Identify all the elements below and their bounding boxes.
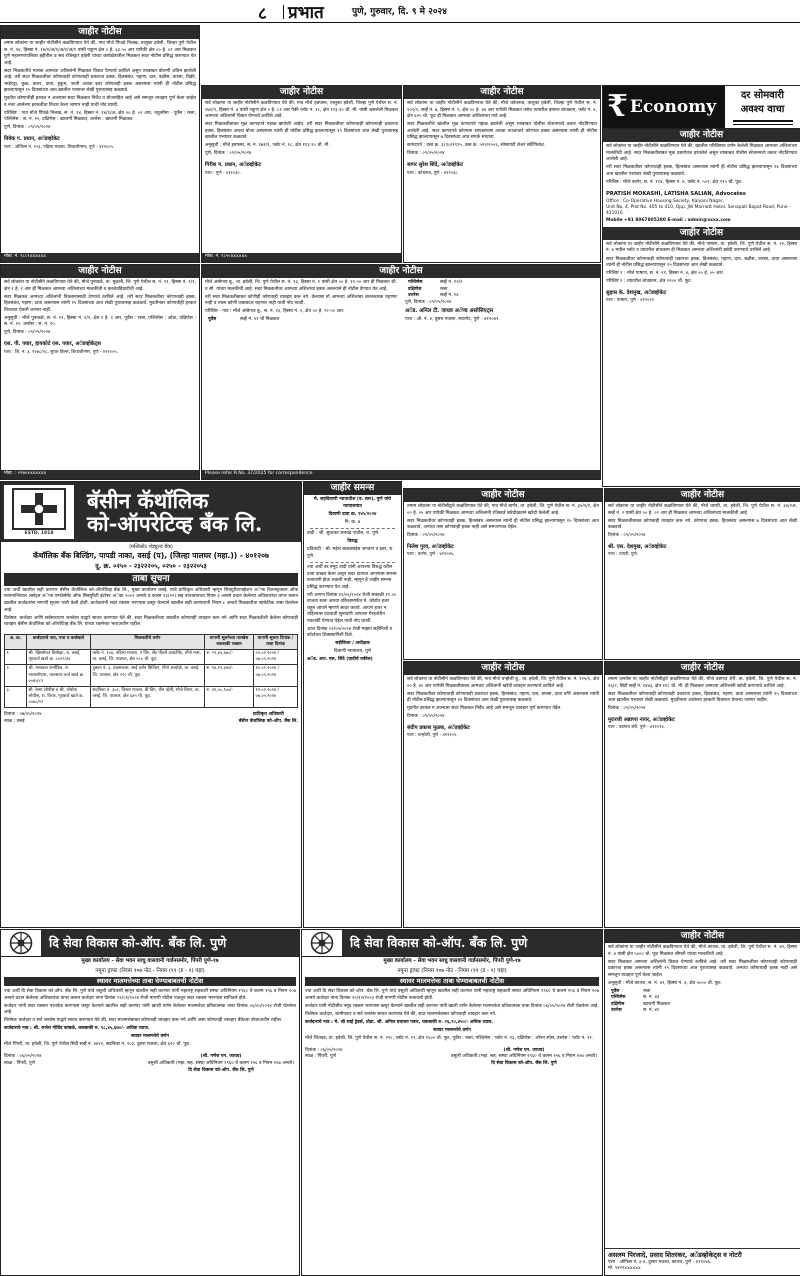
notice-paragraph: ज्या अर्थी खालील सही करणार बॅसीन कॅथॉलिक को-ऑपरेटिव्ह बँक लि., मुख्य कार्यालय वसई, यांचे प्राधिकृत अधिकारी म्हणून सिक्युरिटायझेशन अॅण्ड रिकन्स्ट्रक्शन ऑफ फायनान्शियल असेट्स अॅण्ड एन्फोर्समेंट ऑफ सिक्युरिटी इंटरेस्ट अॅक्ट २००२ अन्वये व कलम १३(१२) सह वाचावयाच्या नियम ३ अन्वये प्रदान केलेल्या अधिकारांचा वापर करून खालील कर्जदारांना मागणी सूचना जारी केली होती. कर्जदारांनी सदर रक्कम भरण्यास कसूर केल्याने खालील सही करणारांनी नियम ८ अन्वये मिळकतीचा सांकेतिक ताबा घेतलेला आहे. <box>4 587 298 613</box>
table-cell: दुकान नं. ३, तळमजला, साई दर्शन बिल्डिंग, मौजे आचोळे, ता. वसई, जि. पालघर, क्षेत्र २२० चौ. फूट. <box>91 665 205 686</box>
notice-title: जाहीर नोटीस <box>404 86 600 99</box>
notice-body <box>603 142 800 190</box>
notice-body <box>202 99 401 161</box>
officer-title: वसुली अधिकारी (महा. सह. संस्था अधिनियम १९६० चे कलम १५६ व नियम १०७ अन्वये) <box>450 1054 598 1060</box>
signature-block <box>302 1046 602 1070</box>
law-firm-address: Unit No. 4, Plot No. 405 to 410, Opp. JW Marriott Hotel, Senapati Bapat Road, Pune - 411016 <box>606 205 791 217</box>
schedule-side: दक्षिणेस <box>408 286 422 292</box>
seva-bank-notice-1 <box>0 929 300 1276</box>
court-header-line: मे. सहदिवाणी न्यायाधीश (व. स्तर), पुणे यांचे न्यायालयात <box>314 497 391 509</box>
notice-body <box>1 278 199 340</box>
economy-tag-2: अवश्य वाचा <box>740 104 785 115</box>
divider <box>310 528 395 529</box>
notice-body <box>603 240 800 289</box>
notice-paragraph: परिशिष्ट - गाव : मौजे आंबेगाव बु., स. नं. १३, हिस्सा नं. १, क्षेत्र ०० हे. १२.५० आर. <box>205 309 345 315</box>
advocate-mobile: मोबा. : ०९७०xxxxxxx <box>1 470 199 479</box>
table-cell: रु. १४,१२,३४०/- <box>205 665 254 686</box>
bank-name-line-2: को-ऑपरेटिव्ह बँक लि. <box>87 511 263 536</box>
bank-registration: (मल्टिस्टेट शेड्युल्ड बँक) <box>129 544 173 550</box>
signatory-title: प्राधिकृत अधिकारी <box>252 711 284 717</box>
notice-paragraph: तमाम जनतेस या जाहीर नोटीसीद्वारे कळविण्यात येते की, मौजे वडगाव शेरी, ता. हवेली, जि. पुणे येथील स. नं. २६/२, सिटी सर्व्हे नं. १४४३, क्षेत्र ११८ चौ. मी. ही मिळकत आमच्या अशिलांनी खरेदी करण्याचे ठरविले आहे. <box>608 677 797 689</box>
plaintiff: वादी : श्री. सुधाकर रामचंद्र पाटील, रा. पुणे. <box>307 531 380 537</box>
notice-title: जाहीर नोटीस <box>605 930 800 943</box>
advocate-address: पत्ता : धायरी, पुणे. <box>608 552 639 558</box>
seva-bank-office: मुख्य कार्यालय - सेवा भवन साधु वासवानी गार्डनसमोर, पिंपरी पुणे-१७ <box>383 958 521 964</box>
court-summons <box>303 481 402 928</box>
notice-place: स्थळ : पिंपरी, पुणे <box>305 1054 336 1060</box>
notice-place: स्थळ : पिंपरी, पुणे <box>4 1060 35 1066</box>
advocate-mobile: मो. ९४२२xxxxxx <box>608 1266 641 1272</box>
schedule-boundary: सर्व्हे नं. १४ <box>440 293 459 299</box>
notice-paragraph: अनुसूची : मौजे हडपसर, स. नं. १७१/१, प्लॉट नं. १८, क्षेत्र ११३.१० चौ. मी. <box>205 143 330 149</box>
notice-paragraph: सर्व लोकांना या जाहीर नोटीसीने कळविण्यात येते की, मौजे पाषाण, ता. हवेली, जि. पुणे येथील स. नं. २१, हिस्सा नं. ४ मधील प्लॉट व त्यावरील बांधकाम ही मिळकत आमच्या अशिलांनी खरेदी करण्याचे ठरविले आहे. <box>606 241 797 254</box>
notice-9 <box>604 661 800 928</box>
summons-paragraph: तरी आपण दिनांक १२/०६/२०२४ रोजी सकाळी ११.०० वाजता स्वतः अथवा वकिलामार्फत मे. कोर्टात हजर राहून आपले म्हणणे सादर करावे. आपण हजर न राहिल्यास दाव्याची सुनावणी आपल्या गैरहजेरीत एकतर्फी घेण्यात येईल याची नोंद घ्यावी. <box>307 592 397 624</box>
advocate-name: गिरीश म. प्रधान, अॅडव्होकेट <box>205 162 262 169</box>
summons-paragraph: ज्या अर्थी वर नमूद वादी यांनी आपल्या विरुद्ध वरील दावा दाखल केला असून सदर दाव्यात आपणास समन्स बजावणी होऊ शकली नाही, म्हणून हे जाहीर समन्स प्रसिद्ध करण्यात येत आहे. <box>307 565 397 590</box>
notice-paragraph: कर्जदाराचे नाव : मे. श्री साई ट्रेडर्स, प्रोप्रा. श्री. अनिल दत्तात्रय पवार, थकबाकी रु. २६,९०,४५०/- अधिक व्याज. <box>305 1019 494 1025</box>
notice-paragraph: सर्व लोकांना या जाहीर नोटीसीने कळविण्यात येते की, गाव मौजे हडपसर, तालुका हवेली, जिल्हा पुणे येथील स. नं. १७१/१, हिस्सा नं. ४ यांसी एकुण क्षेत्र ० हे. ८१ आर पैकी प्लॉट नं. १८, क्षेत्र ११३.१० चौ. मी. यांसी असलेली मिळकत आमच्या अशिलांनी विकत घेण्याचे ठरविले आहे. <box>205 101 398 120</box>
notice-paragraph: तमाम लोकांना या जाहीर नोटीसीने कळविण्यात येते की, गाव मौजे पिंपळे निलख, तालुका हवेली, जिल्हा पुणे येथील स. नं. १४, हिस्सा नं. १४/१/अ/१/अ/१/अ/१ यांसी एकुण क्षेत्र ० हे. ६३.५० आर यापैकी क्षेत्र ०० हे. ०२ आर मिळकत पुणे महानगरपालिका हद्दीतील व सब रजिस्ट्रार हवेली यांच्या कार्यक्षेत्रातील मिळकत सदर नोटीस प्रसिद्ध करण्यात येत आहे. <box>4 41 196 66</box>
advocate-address: पत्ता : बाणेर, पुणे - ४११०४५. <box>407 552 455 558</box>
notice-date: दिनांक : ०७/०५/२०२४ <box>4 711 42 717</box>
page-number: ८ <box>258 4 267 24</box>
notice-paragraph: सर्व लोकांना या नोटीसीने कळविण्यात येते की, मौजे पुनावळे, ता. मुळशी, जि. पुणे येथील स. नं. ११, हिस्सा नं. १/१, क्षेत्र १ हे. १ आर ही मिळकत आमच्या अशिलांच्या मालकीची व कब्जेवहिवाटीची आहे. <box>4 280 196 292</box>
court-name: दिवाणी न्यायालय, पुणे <box>333 649 372 655</box>
advocate-name: संदीप प्रकाश मुळक, अॅडव्होकेट <box>407 725 470 732</box>
notice-paragraph: सर्व लोकांना या जाहीर नोटीसीने कळविण्यात येते की, मौजे कात्रज, ता. हवेली, जि. पुणे येथील स. नं. ४२, हिस्सा नं. ४ यांसी क्षेत्र ५००० चौ. फूट मिळकत श्रीमती यांच्या मालकीची आहे. <box>608 945 797 957</box>
schedule-boundary: सर्व्हे नं. १२/२ <box>440 280 463 285</box>
notice-paragraph: विशेषत: कर्जदार आणि सर्वसाधारण जनतेला याद्वारे सावध करण्यात येते की, सदर मिळकतीच्या बाबतीत कोणताही व्यवहार करू नये आणि सदर मिळकतीशी केलेला कोणताही व्यवहार बॅसीन कॅथॉलिक को-ऑपरेटिव्ह बँक लि. यांच्या रकमेच्या भाराअधीन राहील. <box>4 615 298 628</box>
seva-bank-banner <box>1 930 299 957</box>
bank-name <box>77 482 301 542</box>
notice-date: दिनांक : ०९/०५/२०२४ <box>407 714 445 720</box>
notice-date: पुणे, दिनांक : ०९/०५/२०२४ <box>4 330 51 336</box>
advocate-address: पत्ता : ऑफिस नं. ३-४, दुसरा मजला, कात्रज, पुणे - ४११०४६. <box>608 1259 712 1265</box>
advocate-name: अॅड. अनिल टी. जाधव अॅण्ड असोसिएट्स <box>405 307 493 314</box>
bank-cross-logo-icon <box>4 485 74 539</box>
notice-4 <box>0 264 200 480</box>
signatory <box>449 1048 599 1068</box>
table-cell: रु. ३१,०८,९००/- <box>205 686 254 707</box>
defendant: प्रतिवादी : श्री. महेश बाळासाहेब जगताप व इतर, रा. पुणे. <box>307 547 394 559</box>
notice-paragraph: कर्जदार यांनी नोटीसीत नमूद रक्कम भरण्यास कसूर केल्याने खालील सही करणार यांनी खाली वर्णन केलेल्या मालमत्तेचा प्रतिकात्मक ताबा दिनांक ०६/०५/२०२४ रोजी घेतलेला आहे. <box>305 1003 599 1009</box>
notice-paragraph: सदर मिळकतीचे मालक आमच्या अशिलांनी मिळकत विकत घेण्याचे ठरविले असून त्याबाबत बोलणी अंतिम झालेली आहे. तरी सदर मिळकतीवर कोणाचाही कोणत्याही प्रकारचा हक्क, हितसंबंध, गहाण, दान, बक्षीस, वारसा, विक्री, भाडेपट्टा, कुळ, करार, दावा, हुकूम, जप्ती अथवा इतर कोणताही हक्क असल्यास त्यांनी ही नोटीस प्रसिद्ध झाल्यापासून १५ दिवसांच्या आत खालील पत्त्यावर लेखी पुराव्यासह कळवावे. <box>4 68 196 94</box>
economy-tag-1: दर सोमवारी <box>740 89 785 101</box>
bank-banner <box>1 482 301 542</box>
seva-rule-reference: नमुना ड्राफ्ट (नियम १०७ नोट - नियम (११ (ड - १) पहा) <box>95 967 205 974</box>
notice-paragraph: सदर मिळकतीबाबत मूळ कागदपत्रे गहाळ झालेली आहेत. तरी सदर मिळकतीवर कोणाचाही कोणत्याही प्रकारचा हक्क, हितसंबंध अथवा बोजा असल्यास त्यांनी ही नोटीस प्रसिद्ध झाल्यापासून १५ दिवसांच्या आत लेखी पुराव्यासह खालील पत्त्यावर कळवावे. <box>205 122 398 141</box>
notice-10 <box>604 929 800 1276</box>
signature-block <box>1 710 301 727</box>
table-cell: रु. २२,४५,६७८/- <box>205 650 254 665</box>
notice-title: जाहीर नोटीस <box>605 662 800 675</box>
notice-paragraph: ज्या अर्थी दि सेवा विकास को-ऑप. बँक लि. पुणे यांचे वसुली अधिकारी म्हणून खालील सही करणार यांनी महाराष्ट्र सहकारी संस्था अधिनियम १९६० चे कलम १५६ व नियम १०७ अन्वये कर्जदार यांना दिनांक २०/१२/२०२३ रोजी मागणी नोटीस बजावली होती. <box>305 989 599 1001</box>
seva-bank-banner <box>302 930 602 957</box>
schedule-row <box>205 317 397 324</box>
notice-paragraph: सर्व लोकांना या जाहीर नोटीसीने कळविण्यात येते की, खालील परिशिष्टात वर्णन केलेली मिळकत आमच्या अशिलांच्या मालकीची आहे. सदर मिळकतीबाबत मूळ दस्तऐवज हरवलेले असून त्याबाबत पोलीस स्टेशनमध्ये तक्रार नोंदविण्यात आलेली आहे. <box>606 144 797 163</box>
schedule-boundary: खाजगी मिळकत <box>643 1001 671 1007</box>
seva-notice-title: स्थावर मालमत्तेचा ताबा घेण्याबाबतची नोटीस <box>305 977 599 986</box>
notice-paragraph: परिशिष्ट : गाव मौजे पिंपळे निलख, स. नं. १४, हिस्सा नं. १४/१/अ, क्षेत्र ०० हे. ०२ आर, चतुःसीमा - पूर्वेस : रस्ता, पश्चिमेस : स. नं. १५, दक्षिणेस : खाजगी मिळकत, उत्तरेस : खाजगी मिळकत. <box>4 110 196 123</box>
economy-column <box>602 85 800 487</box>
advocate-address: पत्ता : शि. न. ३, १२७८/२८, सुयश हिल्स, शिवाजीनगर, पुणे - ४११००५. <box>4 349 119 355</box>
notice-paragraph: सदर मिळकतीवर कोणाचाही हक्क, हितसंबंध असल्यास त्यांनी ही नोटीस प्रसिद्ध झाल्यापासून १५ दिवसांच्या आत कळवावे, अन्यथा तसा कोणताही हक्क नाही असे समजण्यात येईल. <box>407 518 599 531</box>
table-row <box>5 686 298 707</box>
notice-paragraph: सदर मिळकतीवर कोणाचाही कोणत्याही प्रकारचा हक्क, हितसंबंध, गहाण, दावा असल्यास त्यांनी १५ दिवसांच्या आत खालील पत्त्यावर लेखी कळवावे. मुदतीनंतर आलेल्या हरकती विचारात घेतल्या जाणार नाहीत. <box>608 691 797 704</box>
advocate-address: पत्ता : ऑ. नं. ४, दुसरा मजला, स्वारगेट, पुणे - ४११०४२. <box>405 316 500 322</box>
decorative-lines <box>733 120 793 125</box>
notice-body <box>1 39 199 135</box>
notice-body <box>605 675 800 716</box>
table-cell: २. <box>5 665 27 686</box>
table-row <box>5 650 298 665</box>
advocate-name: सुहास के. देशमुख, अॅडव्होकेट <box>606 290 667 297</box>
schedule-side: पश्चिमेस <box>611 995 626 1001</box>
advocate-name: श्री. एस. देशमुख, अॅडव्होकेट <box>608 544 667 551</box>
notice-date: दिनांक : ०६/०५/२०२४ <box>4 1054 42 1060</box>
economy-logo <box>603 86 725 128</box>
notice-paragraph: सर्व लोकांना या नोटीसीने कळविण्यात येते की, गाव मौजे चऱ्होली बु., ता. हवेली, जि. पुणे येथील स. नं. १२५/१, क्षेत्र ०० हे. ४० आर यापैकी मिळकतीबाबत आमच्या अशिलांनी खरेदी व्यवहार करण्याचे ठरविले आहे. <box>407 677 599 689</box>
schedule-side: उत्तरेस <box>611 1008 622 1014</box>
table-cell: फ्लॅट नं. १०४, पहिला मजला, ए विंग, सेंट पीटर्स अपार्टमेंट, मौजे गास, ता. वसई, जि. पालघर, क्षेत्र ५८० चौ. फूट. <box>91 650 205 665</box>
schedule-row <box>608 1008 797 1015</box>
possession-table <box>4 634 298 708</box>
economy-banner <box>603 86 800 129</box>
bank-address: कॅथॉलिक बँक बिल्डिंग, पापडी नाका, वसई (प), (जिल्हा पालघर (महा.)) - ४०१२०७ <box>33 551 269 561</box>
schedule-side: दक्षिणेस <box>611 1001 625 1007</box>
notice-paragraph: सर्व लोकांना या जाहीर नोटीसीने कळविण्यात येते की, मौजे धायरी, ता. हवेली, जि. पुणे येथील स. नं. ३४/२अ, सर्व्हे नं. २ यासी क्षेत्र ०० हे. ०२ आर ही मिळकत आमच्या अशिलांच्या मालकीची आहे. <box>608 504 797 516</box>
signature-block <box>1 1052 299 1076</box>
notice-body <box>605 943 800 1017</box>
advocate-address: पत्ता : पाषाण, पुणे - ४११०२१. <box>606 298 656 304</box>
table-cell: सौ. रेश्मा लोपीस व श्री. जोसेफ लोपीस, रा. विरार, गृहकर्ज खाते क्र. ००७८/१२ <box>27 686 91 707</box>
notice-date: पुणे, दिनांक : ०९/०५/२०२४ <box>205 151 252 157</box>
advocate-block <box>605 1248 800 1275</box>
notice-body <box>302 987 602 1046</box>
seva-bank-logo-icon <box>1 930 41 956</box>
notice-3 <box>403 85 601 263</box>
schedule-boundary: रस्ता <box>440 286 448 292</box>
officer-name: (श्री. गणेश एन. जाधव) <box>200 1054 242 1060</box>
versus: विरुद्ध <box>347 539 358 545</box>
notice-title: जाहीर नोटीस <box>603 227 800 240</box>
notice-body <box>404 99 600 161</box>
seva-notice-title: स्थावर मालमत्तेच्या ताबा घेण्याबाबतची नोटीस <box>4 977 296 986</box>
officer-bank: दि सेवा विकास को-ऑप. बँक लि. पुणे <box>188 1067 254 1073</box>
notice-paragraph: सदर मिळकतीवर कोणाचाही कोणत्याही प्रकारचा हक्क, हितसंबंध, गहाण, दान, वारसा, दावा वगैरे असल्यास त्यांनी ही नोटीस प्रसिद्ध झाल्यापासून १४ दिवसांच्या आत लेखी पुराव्यासह कळवावे. <box>407 691 599 704</box>
notice-body <box>605 502 800 543</box>
notice-6 <box>403 488 603 660</box>
table-cell: ०५.०२.२०२४ / ०७.०५.२०२४ <box>254 650 298 665</box>
notice-body <box>1 586 301 632</box>
table-cell: सदनिका नं. ३०२, तिसरा मजला, बी विंग, ग्रीन व्हॅली, मौजे विरार, ता. वसई, जि. पालघर, क्षेत्र ६४५ चौ. फूट. <box>91 686 205 707</box>
newspaper-brand: प्रभात <box>288 3 324 23</box>
notice-date: दिनांक : ०९/०५/२०२४ <box>407 533 445 539</box>
seva-bank-logo-icon <box>302 930 342 956</box>
advocate-name: एस. पी. पवार, हायकोर्ट एस. पवार, अॅडव्होकेट्स <box>4 341 101 348</box>
seva-rule-reference: नमुना ड्राफ्ट (नियम १०७ नोट - नियम (११ (ड - १) पहा) <box>397 967 507 974</box>
notice-title: जाहीर नोटीस <box>202 86 401 99</box>
table-cell: श्री. ख्रिस्तोफर डिसोझा, रा. वसई, गृहकर्ज खाते क्र. ००१२/३४ <box>27 650 91 665</box>
notice-title: जाहीर नोटीस <box>404 662 602 675</box>
rupee-symbol-icon: ₹ <box>607 89 628 124</box>
signatory <box>146 1054 296 1074</box>
schedule-side: उत्तरेस <box>408 293 419 299</box>
date-place <box>4 712 42 725</box>
seva-bank-notice-2 <box>301 929 603 1276</box>
advocate-address: पत्ता : कोथरूड, पुणे - ४११०३८. <box>407 170 459 176</box>
notice-date: पुणे, दिनांक : ०९/०५/२०२४ <box>405 299 452 305</box>
notice-paragraph: मुदतीत हरकत न आल्यास सदर मिळकत निर्वेध आहे असे समजून व्यवहार पूर्ण करण्यात येईल. <box>407 706 562 712</box>
schedule-boundary: रस्ता <box>643 988 651 994</box>
notice-paragraph: सदर मिळकत आमच्या अशिलांनी विकसनासाठी देण्याचे ठरविले आहे. तरी सदर मिळकतीवर कोणाचाही हक्क, हितसंबंध, गहाण, दावा असल्यास त्यांनी १५ दिवसांच्या आत लेखी पुराव्यासह कळवावे. मुदतीनंतर कोणाचीही हरकत विचारात घेतली जाणार नाही. <box>4 294 196 313</box>
schedule-title: स्थावर मालमत्तेचे वर्णन <box>131 1034 169 1040</box>
advocate-name: अॅड. आर. एस. शिंदे (वादीचे वकील) <box>307 657 373 663</box>
notice-2 <box>201 85 402 263</box>
notice-7 <box>403 661 603 928</box>
notice-title: जाहीर नोटीस <box>404 489 602 502</box>
advocate-name: निलेश गुरव, अॅडव्होकेट <box>407 544 454 551</box>
notice-paragraph: सदर मिळकतीवर कोणाचाही कोणत्याही प्रकारचा हक्क, हितसंबंध, गहाण, दान, बक्षीस, वारसा, दावा असल्यास त्यांनी ही नोटीस प्रसिद्ध झाल्यापासून १५ दिवसांच्या आत लेखी कळवावे. <box>606 256 797 269</box>
masthead <box>0 0 800 23</box>
economy-word: Economy <box>629 96 717 117</box>
schedule-side: पूर्वेस <box>208 317 217 323</box>
column-header: मागणी सूचनेच्या तारखेस थकबाकी रक्कम <box>205 635 254 650</box>
schedule-boundary: स. नं. ४३ <box>643 995 660 1001</box>
advocate-mobile: मोबा. नं. ९८८१xxxxxx <box>1 253 199 262</box>
notice-5 <box>201 264 601 480</box>
schedule-boundary: स. नं. ४१ <box>643 1008 660 1014</box>
bank-details <box>1 542 301 573</box>
seva-bank-name: दि सेवा विकास को-ऑप. बँक लि. पुणे <box>342 930 602 956</box>
seva-bank-office: मुख्य कार्यालय - सेवा भवन साधु वासवानी गार्डनसमोर, पिंपरी पुणे-१७ <box>81 958 219 964</box>
summons-body <box>304 495 401 667</box>
table-cell: १०.०२.२०२४ / ०७.०५.२०२४ <box>254 665 298 686</box>
notice-paragraph: विशेषतः कर्जदार, जामीनदार व सर्व जनतेस सावध करण्यात येते की, सदर मालमत्तेबाबत कोणताही व्यवहार करू नये. <box>305 1011 497 1017</box>
advocate-name: मुरारजी अन्नाप्पा नायर, अॅडव्होकेट <box>608 717 675 724</box>
dateline: पुणे, गुरुवार, दि. ९ मे २०२४ <box>352 7 447 17</box>
table-header-row <box>5 635 298 650</box>
notice-8 <box>604 488 800 660</box>
advocate-address: पत्ता : वडगाव शेरी, पुणे - ४११०१४. <box>608 725 666 731</box>
court-seal: सहीकिता / अधीक्षक <box>335 641 370 647</box>
notice-body <box>404 675 602 724</box>
advocate-address: पत्ता : चऱ्होली, पुणे - ४१२१०५. <box>407 733 458 739</box>
bank-name-line-1: बॅसीन कॅथॉलिक <box>87 487 209 513</box>
notice-title: जाहीर नोटीस <box>603 129 800 142</box>
officer-bank: दि सेवा विकास को-ऑप. बँक लि. पुणे <box>491 1060 557 1066</box>
notice-body <box>404 502 602 543</box>
schedule-side: पश्चिमेस <box>408 280 423 285</box>
table-cell: १. <box>5 650 27 665</box>
notice-paragraph: सर्व लोकांना या जाहीर नोटीसीने कळविण्यात येते की, मौजे कोथरूड, तालुका हवेली, जिल्हा पुणे येथील स. नं. १०९/१, सर्व्हे नं. ७, हिस्सा नं. १, क्षेत्र ०० हे. ४४ आर यापैकी मिळकत तसेच त्यावरील इमारत बांधकाम, फ्लॅट नं. ४, क्षेत्र ६१५ चौ. फूट ही मिळकत आमच्या अशिलांच्या नावे आहे. <box>407 101 597 120</box>
notice-title: जाहीर नोटीस <box>1 265 199 278</box>
notice-paragraph: कागदपत्रे : दस्त क्र. ३८९०/१९९५, दस्त क्र. ५१२/२००६, सोसायटी शेअर सर्टिफिकेट. <box>407 143 546 149</box>
notice-paragraph: कर्जदाराचे नाव : श्री. राजेश गोविंद कांबळे, थकबाकी रु. १८,४५,६७०/- अधिक व्याज. <box>4 1026 150 1032</box>
court-header-line: दिवाणी दावा क्र. १४५/२०२४ <box>328 511 377 517</box>
signatory <box>239 712 298 725</box>
notice-paragraph: परिशिष्ट १ : मौजे पाषाण, स. नं. २१, हिस्सा नं. ४, क्षेत्र ०० हे. ०५ आर. <box>606 271 725 277</box>
date-place <box>4 1054 42 1074</box>
notice-paragraph: तमाम लोकांना या नोटीसीद्वारे कळविण्यात येते की, गाव मौजे बाणेर, ता. हवेली, जि. पुणे येथील स. नं. ३५/१/१, क्षेत्र ०० हे. ०५ आर यापैकी मिळकत आमच्या अशिलांनी रजिस्टर्ड खरेदीखताने खरेदी केलेली आहे. <box>407 504 599 516</box>
advocate-address: पत्ता : पुणे - ४११०३०. <box>205 170 242 176</box>
law-firm-office: Office : Co-Operative Housing Society, Kalyani Nagar, <box>606 198 724 204</box>
signatory-bank: बॅसीन कॅथॉलिक को-ऑप. बँक लि. <box>238 718 298 724</box>
schedule-text: मौजे चिंचवड, ता. हवेली, जि. पुणे येथील स. नं. २१८, प्लॉट नं. १२, क्षेत्र १५०० चौ. फूट, पूर्वेस : रस्ता, पश्चिमेस : प्लॉट नं. १३, दक्षिणेस : ओपन स्पेस, उत्तरेस : प्लॉट नं. ११. <box>305 1035 594 1041</box>
court-header-line: नि. क्र. ७ <box>344 519 361 525</box>
schedule-boundary: सर्व्हे नं. ५१ ची मिळकत <box>240 317 280 323</box>
officer-name: (श्री. गणेश एन. जाधव) <box>503 1047 545 1053</box>
notice-date: पुणे, दिनांक : ०९/०५/२०२४ <box>4 125 51 131</box>
notice-paragraph: विशेषतः कर्जदार व सर्व जनतेस याद्वारे सावध करण्यात येते की, सदर मालमत्तेबाबत कोणताही व्यवहार करू नये आणि असा कोणताही व्यवहार बँकेच्या बोजाअधीन राहील. <box>4 1018 283 1024</box>
advocate-name: सागर सुरेश शिंदे, अॅडव्होकेट <box>407 162 464 169</box>
notice-paragraph: मौजे आंबेगाव बु., ता. हवेली, जि. पुणे येथील स. नं. १३, हिस्सा नं. १ यांसी क्षेत्र ०० हे. १२.५० आर ही मिळकत श्री. व सौ. यांच्या मालकीची आहे. सदर मिळकतीवर आमच्या अशिलांचा हक्क असल्याने ही नोटीस देण्यात येत आहे. <box>205 280 397 292</box>
summons-paragraph: आज दिनांक ०२/०५/२०२४ रोजी माझ्या सहीनिशी व कोर्टाच्या शिक्क्यानिशी दिले. <box>307 626 393 639</box>
bank-possession-notice <box>0 481 302 928</box>
notice-paragraph: तरी सदर मिळकतीबाबत कोणीही कोणताही व्यवहार करू नये. केल्यास तो आमच्या अशिलांवर बंधनकारक राहणार नाही व त्यास कोणी जबाबदार राहणार नाही याची नोंद घ्यावी. <box>205 294 397 307</box>
notice-title: जाहीर नोटीस <box>1 26 199 39</box>
notice-1 <box>0 25 200 263</box>
summons-title: जाहीर समन्स <box>304 482 401 495</box>
notice-paragraph: तरी सदर मिळकतीवर कोणाचाही हक्क, हितसंबंध असल्यास त्यांनी ही नोटीस प्रसिद्ध झाल्यापासून १४ दिवसांच्या आत खालील पत्त्यावर लेखी पुराव्यासह कळवावे. <box>606 165 797 177</box>
notice-date: दिनांक : ०६/०५/२०२४ <box>305 1047 343 1053</box>
notice-paragraph: अनुसूची : मौजे कात्रज, स. नं. ४२, हिस्सा नं. ४, क्षेत्र ५००० चौ. फूट. <box>608 980 722 986</box>
officer-title: वसुली अधिकारी (महा. सह. संस्था अधिनियम १९६० चे कलम १५६ व नियम १०७ अन्वये) <box>147 1060 295 1066</box>
law-firm-mobile: Mobile +91 8067805280 E-mail : admin@xxxx.com <box>606 217 731 223</box>
advocate-name: असलम पिरजादे, प्रसाद शितरकर, अॅडव्होकेट्स व नोटरी <box>608 1250 742 1259</box>
schedule-side: पूर्वेस <box>611 988 620 994</box>
schedule-text: मौजे पिंपरी, ता. हवेली, जि. पुणे येथील सिटी सर्व्हे नं. ४४१२, सदनिका नं. २०३, दुसरा मजला, क्षेत्र ६२० चौ. फूट. <box>4 1042 191 1048</box>
notice-date: दिनांक : ०९/०५/२०२४ <box>608 706 646 712</box>
table-row <box>5 665 298 686</box>
divider <box>310 562 395 563</box>
economy-tagline <box>725 86 800 128</box>
notice-body <box>1 987 299 1052</box>
bank-phone: दू. क्र. ०२५० - २३२२२०५, ०२५० - २३२२०५३ <box>95 561 207 570</box>
column-header: कर्जदाराचे नाव, पत्ता व कर्जखाते <box>27 635 91 650</box>
bank-established: ESTD. 1918 <box>24 530 54 536</box>
date-place <box>305 1048 343 1068</box>
notice-place: स्थळ : वसई <box>4 718 25 724</box>
masthead-divider <box>283 5 284 19</box>
column-header: अ. क्र. <box>5 635 27 650</box>
notice-paragraph: कर्जदार यांनी सदर रक्कम परतफेड करण्यास कसूर केल्याने खालील सही करणार यांनी खाली वर्णन केलेल्या मालमत्तेचा प्रतिकात्मक ताबा दिनांक ०६/०५/२०२४ रोजी घेतलेला आहे. <box>4 1003 296 1016</box>
notice-paragraph: सदर मिळकत आमच्या अशिलांनी विकत घेण्याचे ठरविले आहे. तरी सदर मिळकतीवर कोणाचाही कोणत्याही प्रकारचा हक्क असल्यास त्यांनी १५ दिवसांच्या आत पुराव्यासह कळवावे. अन्यथा कोणाचाही हक्क नाही असे समजून व्यवहार पूर्ण केला जाईल. <box>608 959 797 978</box>
column-header: मिळकतीचे वर्णन <box>91 635 205 650</box>
notice-paragraph: मुदतीत कोणाचीही हरकत न आल्यास सदर मिळकत निर्वेध व बोजारहित आहे असे समजून व्यवहार पूर्ण केला जाईल व नंतर आलेल्या हरकतींचा विचार केला जाणार नाही याची नोंद घ्यावी. <box>4 96 196 108</box>
notice-paragraph: परिशिष्ट : मौजे बाणेर, स. नं. ११४, हिस्सा नं. ४, फ्लॅट नं. ५०२, क्षेत्र ९१५ चौ. फूट. <box>606 179 743 185</box>
correspondence-note: Please refer R.No. 37/2025 for correspondence <box>202 470 600 479</box>
advocate-mobile: मोबा. नं. ९८५०xxxxxx <box>202 253 401 262</box>
seva-bank-name: दि सेवा विकास को-ऑप. बँक लि. पुणे <box>41 930 299 956</box>
notice-paragraph: अनुसूची : मौजे पुनावळे, स. नं. ११, हिस्सा नं. १/१, क्षेत्र १ हे. १ आर, पूर्वेस : रस्ता, पश्चिमेस : ओढा, दक्षिणेस : स. नं. १२, उत्तरेस : स. नं. १०. <box>4 315 196 328</box>
table-cell: १२.०२.२०२४ / ०७.०५.२०२४ <box>254 686 298 707</box>
notice-paragraph: ज्या अर्थी दि सेवा विकास को-ऑप. बँक लि. पुणे यांचे वसुली अधिकारी म्हणून खालील सही करणार यांनी महाराष्ट्र सहकारी संस्था अधिनियम १९६० चे कलम १५६ व नियम १०७ अन्वये प्रदान केलेल्या अधिकारांचा वापर करून कर्जदार यांना दिनांक १२/०१/२०२४ रोजी मागणी नोटीस पाठवून सदर रक्कम भरण्यास सांगितले होते. <box>4 989 296 1001</box>
advocate-name: विवेक ग. प्रधान, अॅडव्होकेट <box>4 136 60 143</box>
law-firm-name: PRATISH MOKASHI, LATISHA SALIAN, Advocates <box>606 190 746 197</box>
schedule-title: स्थावर मालमत्तेचे वर्णन <box>433 1027 471 1033</box>
column-header: मागणी सूचना दिनांक / ताबा दिनांक <box>254 635 298 650</box>
advocate-address: पत्ता : ऑफिस नं. २०३, पहिला मजला, शिवाजीनगर, पुणे - ४११००५. <box>4 144 115 150</box>
notice-date: दिनांक : ०९/०५/२०२४ <box>407 151 445 157</box>
notice-title: जाहीर नोटीस <box>605 489 800 502</box>
notice-title: जाहीर नोटीस <box>202 265 600 278</box>
possession-notice-title: ताबा सूचना <box>4 573 298 586</box>
notice-body <box>202 278 600 326</box>
notice-paragraph: परिशिष्ट २ : त्यावरील बांधकाम, क्षेत्र १२०० चौ. फूट. <box>606 279 693 285</box>
notice-date: दिनांक : ०९/०५/२०२४ <box>608 533 646 539</box>
table-cell: ३. <box>5 686 27 707</box>
table-cell: श्री. मायकल फर्नांडिस, रा. नालासोपारा, व्यवसाय कर्ज खाते क्र. ००४५/८९ <box>27 665 91 686</box>
notice-paragraph: सदर मिळकतीबाबत कोणताही व्यवहार करू नये. कोणाचा हक्क, हितसंबंध असल्यास ७ दिवसांच्या आत लेखी कळवावे. <box>608 518 797 531</box>
notice-paragraph: सदर मिळकतीचे खालील मूळ कागदपत्रे गहाळ झालेली असून त्याबाबत पोलीस स्टेशनमध्ये तक्रार नोंदविण्यात आलेली आहे. सदर कागदपत्रे कोणाला सापडल्यास अथवा त्याआधारे कोणाचा हक्क असल्यास त्यांनी ही नोटीस प्रसिद्ध झाल्यापासून ७ दिवसांच्या आत संपर्क साधावा. <box>407 122 597 141</box>
